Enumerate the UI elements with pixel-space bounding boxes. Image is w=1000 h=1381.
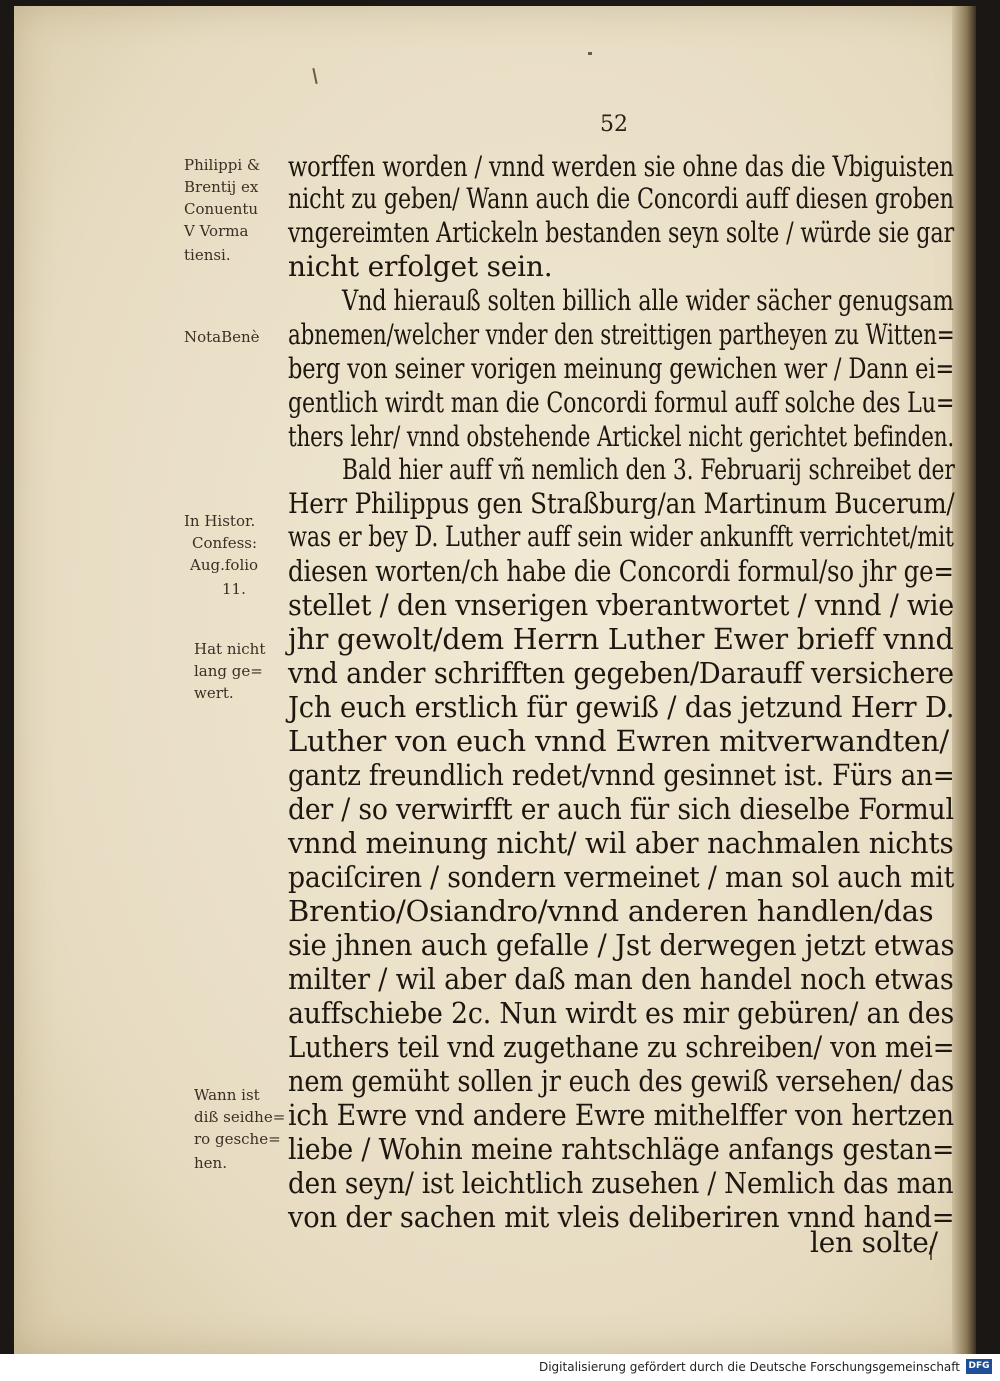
- text-line: thers lehr/ vnnd obstehende Artickel nicht gerichtet befinden.: [288, 420, 955, 453]
- text-line: worffen worden / vnnd werden sie ohne das die Vbiguisten: [288, 150, 954, 183]
- text-line: auffschiebe 2c. Nun wirdt es mir gebüren/ an des: [288, 996, 955, 1030]
- marginal-note: wert.: [194, 684, 234, 702]
- marginal-note: NotaBenè: [184, 328, 260, 346]
- text-line: liebe / Wohin meine rahtschläge anfangs gestan=: [288, 1132, 955, 1166]
- text-line: was er bey D. Luther auff sein wider ankunfft verrichtet/mit: [288, 520, 954, 553]
- text-line: vngereimten Artickeln bestanden seyn solte / würde sie gar: [288, 216, 954, 249]
- page-number: 52: [600, 112, 628, 137]
- text-line: Herr Philippus gen Straßburg/an Martinum Bucerum/: [288, 487, 955, 520]
- text-line: Luthers teil vnd zugethane zu schreiben/ von mei=: [288, 1030, 955, 1064]
- text-line: Jch euch erstlich für gewiß / das jetzund Herr D.: [288, 690, 955, 724]
- marginal-note: Wann ist: [194, 1086, 260, 1104]
- marginal-note: Aug.folio: [190, 556, 259, 574]
- marginal-note: 11.: [222, 580, 246, 598]
- marginal-note: hen.: [194, 1154, 227, 1172]
- text-line: diesen worten/ch habe die Concordi formul/so jhr ge=: [288, 554, 954, 588]
- marginal-note: Conuentu: [184, 200, 259, 218]
- text-line: Vnd hierauß solten billich alle wider sächer genugsam: [342, 284, 954, 317]
- marginal-note: Confess:: [192, 534, 258, 552]
- text-line: gantz freundlich redet/vnnd gesinnet ist. Fürs an=: [288, 758, 955, 792]
- text-line: len solte/: [810, 1226, 938, 1259]
- marginal-note: lang ge=: [194, 662, 263, 680]
- text-line: gentlich wirdt man die Concordi formul auff solche des Lu=: [288, 386, 955, 419]
- page-spine: [952, 6, 976, 1354]
- text-line: der / so verwirfft er auch für sich dieselbe Formul: [288, 792, 954, 826]
- text-line: nicht zu geben/ Wann auch die Concordi auff diesen groben: [288, 182, 954, 215]
- footer-bar: [0, 1354, 1000, 1381]
- marginal-note: diß seidhe=: [194, 1108, 286, 1126]
- text-line: Bald hier auff vñ nemlich den 3. Februarij schreibet der: [342, 453, 955, 486]
- text-line: von der sachen mit vleis deliberiren vnnd hand=: [288, 1200, 955, 1234]
- text-line: nicht erfolget sein.: [288, 250, 553, 283]
- text-line: ich Ewre vnd andere Ewre mithelffer von hertzen: [288, 1098, 954, 1132]
- text-line: abnemen/welcher vnder den streittigen partheyen zu Witten=: [288, 318, 955, 351]
- marginal-note: V Vorma: [184, 222, 249, 240]
- text-line: stellet / den vnserigen vberantwortet / vnnd / wie: [288, 588, 955, 622]
- text-line: sie jhnen auch gefalle / Jst derwegen jetzt etwas: [288, 928, 955, 962]
- text-line: den seyn/ ist leichtlich zusehen / Nemlich das man: [288, 1166, 954, 1200]
- marginal-note: In Histor.: [184, 512, 256, 530]
- ink-speck: [312, 68, 317, 84]
- text-line: Brentio/Osiandro/vnnd anderen handlen/das: [288, 894, 934, 928]
- text-line: Luther von euch vnnd Ewren mitverwandten/: [288, 724, 949, 758]
- text-line: berg von seiner vorigen meinung gewichen wer / Dann ei=: [288, 352, 955, 385]
- text-line: jhr gewolt/dem Herrn Luther Ewer brieff vnnd: [288, 622, 954, 656]
- marginal-note: Brentij ex: [184, 178, 259, 196]
- marginal-note: Philippi &: [184, 156, 261, 174]
- marginal-note: tiensi.: [184, 246, 231, 264]
- text-line: nem gemüht sollen jr euch des gewiß versehen/ das: [288, 1064, 954, 1098]
- text-line: vnnd meinung nicht/ wil aber nachmalen nichts: [288, 826, 954, 860]
- text-line: paciſciren / sondern vermeinet / man sol auch mit: [288, 860, 955, 894]
- funding-notice: Digitalisierung gefördert durch die Deutsche Forschungsgemeinschaft: [538, 1360, 960, 1374]
- dfg-logo-icon: DFG: [966, 1359, 992, 1374]
- marginal-note: Hat nicht: [194, 640, 266, 658]
- marginal-note: ro gesche=: [194, 1130, 281, 1148]
- text-line: vnd ander schrifften gegeben/Darauff versichere: [288, 656, 954, 690]
- ink-speck: [588, 52, 592, 55]
- book-page: [14, 6, 976, 1354]
- text-line: milter / wil aber daß man den handel noch etwas: [288, 962, 954, 996]
